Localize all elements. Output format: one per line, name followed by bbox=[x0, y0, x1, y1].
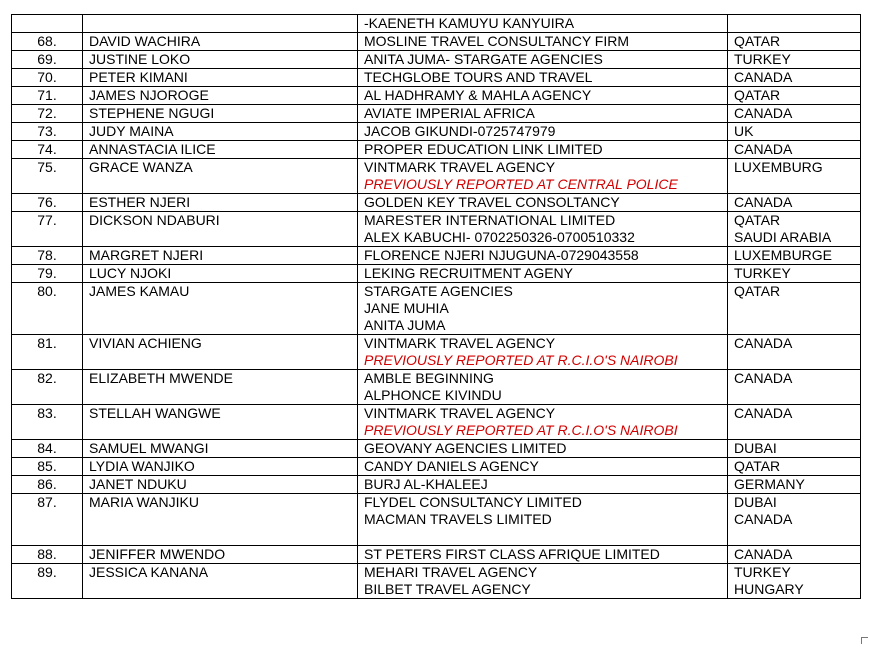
destination-country bbox=[728, 405, 861, 440]
row-number: 71. bbox=[12, 87, 83, 105]
agency-line: ALPHONCE KIVINDU bbox=[364, 387, 502, 403]
agency-cell bbox=[358, 405, 728, 440]
country-line: CANADA bbox=[734, 546, 793, 562]
agency-cell bbox=[358, 105, 728, 123]
agency-cell bbox=[358, 51, 728, 69]
destination-country bbox=[728, 33, 861, 51]
country-line: LUXEMBURG bbox=[734, 159, 823, 175]
table-row bbox=[12, 494, 861, 546]
agency-line: BILBET TRAVEL AGENCY bbox=[364, 581, 531, 597]
row-number: 74. bbox=[12, 141, 83, 159]
agency-cell bbox=[358, 33, 728, 51]
agency-line: FLORENCE NJERI NJUGUNA-0729043558 bbox=[364, 247, 639, 263]
table-row bbox=[12, 247, 861, 265]
country-line: CANADA bbox=[734, 511, 793, 527]
table-row bbox=[12, 283, 861, 335]
destination-country bbox=[728, 194, 861, 212]
row-number: 87. bbox=[12, 494, 83, 546]
row-number: 72. bbox=[12, 105, 83, 123]
destination-country bbox=[728, 141, 861, 159]
victim-name: JANET NDUKU bbox=[83, 476, 358, 494]
agency-cell bbox=[358, 194, 728, 212]
row-number: 86. bbox=[12, 476, 83, 494]
victim-name: ESTHER NJERI bbox=[83, 194, 358, 212]
previous-report-note: PREVIOUSLY REPORTED AT CENTRAL POLICE bbox=[364, 176, 678, 192]
agency-cell bbox=[358, 476, 728, 494]
agency-line: TECHGLOBE TOURS AND TRAVEL bbox=[364, 69, 593, 85]
victim-name: DICKSON NDABURI bbox=[83, 212, 358, 247]
agency-cell bbox=[358, 335, 728, 370]
agency-line bbox=[364, 528, 721, 545]
victim-name: JAMES KAMAU bbox=[83, 283, 358, 335]
row-number: 81. bbox=[12, 335, 83, 370]
agency-line: VINTMARK TRAVEL AGENCY bbox=[364, 335, 556, 351]
victim-name: VIVIAN ACHIENG bbox=[83, 335, 358, 370]
country-line: TURKEY bbox=[734, 564, 791, 580]
country-line: CANADA bbox=[734, 105, 793, 121]
agency-cell bbox=[358, 159, 728, 194]
row-number: 79. bbox=[12, 265, 83, 283]
agency-line: GEOVANY AGENCIES LIMITED bbox=[364, 440, 567, 456]
agency-line: MEHARI TRAVEL AGENCY bbox=[364, 564, 538, 580]
agency-cell bbox=[358, 212, 728, 247]
country-line: CANADA bbox=[734, 194, 793, 210]
row-number: 83. bbox=[12, 405, 83, 440]
table-row bbox=[12, 370, 861, 405]
country-line: CANADA bbox=[734, 370, 793, 386]
country-line: CANADA bbox=[734, 335, 793, 351]
victim-name bbox=[83, 15, 358, 33]
country-line: CANADA bbox=[734, 141, 793, 157]
victim-name: STELLAH WANGWE bbox=[83, 405, 358, 440]
agency-line: CANDY DANIELS AGENCY bbox=[364, 458, 539, 474]
table-row bbox=[12, 87, 861, 105]
agency-line: LEKING RECRUITMENT AGENY bbox=[364, 265, 574, 281]
victim-name: STEPHENE NGUGI bbox=[83, 105, 358, 123]
country-line: SAUDI ARABIA bbox=[734, 229, 832, 245]
table-row bbox=[12, 405, 861, 440]
page-corner-mark bbox=[861, 637, 868, 644]
agency-cell bbox=[358, 15, 728, 33]
agency-line: JACOB GIKUNDI-0725747979 bbox=[364, 123, 556, 139]
agency-line: MARESTER INTERNATIONAL LIMITED bbox=[364, 212, 616, 228]
table-row bbox=[12, 33, 861, 51]
agency-cell bbox=[358, 546, 728, 564]
destination-country bbox=[728, 335, 861, 370]
victim-name: JUSTINE LOKO bbox=[83, 51, 358, 69]
table-row bbox=[12, 265, 861, 283]
victim-name: ELIZABETH MWENDE bbox=[83, 370, 358, 405]
destination-country bbox=[728, 159, 861, 194]
victim-name: LYDIA WANJIKO bbox=[83, 458, 358, 476]
destination-country bbox=[728, 440, 861, 458]
row-number: 75. bbox=[12, 159, 83, 194]
destination-country bbox=[728, 265, 861, 283]
country-line: CANADA bbox=[734, 69, 793, 85]
agency-cell bbox=[358, 494, 728, 546]
victim-name: PETER KIMANI bbox=[83, 69, 358, 87]
table-row bbox=[12, 335, 861, 370]
victim-name: MARGRET NJERI bbox=[83, 247, 358, 265]
previous-report-note: PREVIOUSLY REPORTED AT R.C.I.O'S NAIROBI bbox=[364, 422, 678, 438]
agency-line: AL HADHRAMY & MAHLA AGENCY bbox=[364, 87, 592, 103]
agency-line: STARGATE AGENCIES bbox=[364, 283, 513, 299]
row-number: 73. bbox=[12, 123, 83, 141]
agency-line: MOSLINE TRAVEL CONSULTANCY FIRM bbox=[364, 33, 630, 49]
country-line: QATAR bbox=[734, 212, 781, 228]
agency-line: ALEX KABUCHI- 0702250326-0700510332 bbox=[364, 229, 635, 245]
agency-line: ANITA JUMA- STARGATE AGENCIES bbox=[364, 51, 603, 67]
table-row bbox=[12, 564, 861, 599]
table-row bbox=[12, 141, 861, 159]
victim-name: LUCY NJOKI bbox=[83, 265, 358, 283]
agency-line: PROPER EDUCATION LINK LIMITED bbox=[364, 141, 603, 157]
agency-line: -KAENETH KAMUYU KANYUIRA bbox=[364, 15, 575, 31]
destination-country bbox=[728, 51, 861, 69]
destination-country bbox=[728, 546, 861, 564]
agency-cell bbox=[358, 69, 728, 87]
table-row bbox=[12, 15, 861, 33]
agency-line: AVIATE IMPERIAL AFRICA bbox=[364, 105, 535, 121]
row-number: 70. bbox=[12, 69, 83, 87]
records-table-body bbox=[12, 15, 861, 599]
victim-name: MARIA WANJIKU bbox=[83, 494, 358, 546]
country-line: HUNGARY bbox=[734, 581, 804, 597]
destination-country bbox=[728, 123, 861, 141]
agency-cell bbox=[358, 141, 728, 159]
agency-cell bbox=[358, 247, 728, 265]
agency-line: ST PETERS FIRST CLASS AFRIQUE LIMITED bbox=[364, 546, 660, 562]
country-line: CANADA bbox=[734, 405, 793, 421]
country-line: QATAR bbox=[734, 33, 781, 49]
agency-line: AMBLE BEGINNING bbox=[364, 370, 494, 386]
row-number: 69. bbox=[12, 51, 83, 69]
table-row bbox=[12, 546, 861, 564]
agency-line: MACMAN TRAVELS LIMITED bbox=[364, 511, 552, 527]
destination-country bbox=[728, 476, 861, 494]
destination-country bbox=[728, 105, 861, 123]
country-line: TURKEY bbox=[734, 265, 791, 281]
destination-country bbox=[728, 69, 861, 87]
agency-cell bbox=[358, 440, 728, 458]
row-number: 84. bbox=[12, 440, 83, 458]
agency-cell bbox=[358, 265, 728, 283]
agency-cell bbox=[358, 370, 728, 405]
country-line: DUBAI bbox=[734, 494, 777, 510]
agency-line: ANITA JUMA bbox=[364, 317, 446, 333]
victim-name: JAMES NJOROGE bbox=[83, 87, 358, 105]
table-row bbox=[12, 476, 861, 494]
destination-country bbox=[728, 458, 861, 476]
row-number: 85. bbox=[12, 458, 83, 476]
country-line: GERMANY bbox=[734, 476, 805, 492]
destination-country bbox=[728, 283, 861, 335]
agency-cell bbox=[358, 564, 728, 599]
agency-line: JANE MUHIA bbox=[364, 300, 449, 316]
destination-country bbox=[728, 15, 861, 33]
records-table bbox=[11, 14, 861, 599]
country-line: QATAR bbox=[734, 283, 781, 299]
table-row bbox=[12, 69, 861, 87]
table-row bbox=[12, 458, 861, 476]
table-row bbox=[12, 105, 861, 123]
table-row bbox=[12, 123, 861, 141]
victim-name: GRACE WANZA bbox=[83, 159, 358, 194]
victim-name: SAMUEL MWANGI bbox=[83, 440, 358, 458]
row-number: 78. bbox=[12, 247, 83, 265]
agency-cell bbox=[358, 87, 728, 105]
victim-name: JUDY MAINA bbox=[83, 123, 358, 141]
table-row bbox=[12, 194, 861, 212]
row-number: 80. bbox=[12, 283, 83, 335]
destination-country bbox=[728, 494, 861, 546]
victim-name: JENIFFER MWENDO bbox=[83, 546, 358, 564]
agency-line: GOLDEN KEY TRAVEL CONSOLTANCY bbox=[364, 194, 620, 210]
row-number: 76. bbox=[12, 194, 83, 212]
victim-name: ANNASTACIA ILICE bbox=[83, 141, 358, 159]
destination-country bbox=[728, 247, 861, 265]
table-row bbox=[12, 51, 861, 69]
country-line: LUXEMBURGE bbox=[734, 247, 833, 263]
country-line: UK bbox=[734, 123, 754, 139]
destination-country bbox=[728, 87, 861, 105]
table-row bbox=[12, 212, 861, 247]
row-number: 89. bbox=[12, 564, 83, 599]
victim-name: DAVID WACHIRA bbox=[83, 33, 358, 51]
country-line: QATAR bbox=[734, 87, 781, 103]
country-line: TURKEY bbox=[734, 51, 791, 67]
table-row bbox=[12, 440, 861, 458]
agency-cell bbox=[358, 458, 728, 476]
agency-cell bbox=[358, 283, 728, 335]
agency-cell bbox=[358, 123, 728, 141]
row-number bbox=[12, 15, 83, 33]
destination-country bbox=[728, 564, 861, 599]
previous-report-note: PREVIOUSLY REPORTED AT R.C.I.O'S NAIROBI bbox=[364, 352, 678, 368]
row-number: 77. bbox=[12, 212, 83, 247]
country-line: QATAR bbox=[734, 458, 781, 474]
row-number: 82. bbox=[12, 370, 83, 405]
victim-name: JESSICA KANANA bbox=[83, 564, 358, 599]
agency-line: VINTMARK TRAVEL AGENCY bbox=[364, 405, 556, 421]
country-line: DUBAI bbox=[734, 440, 777, 456]
country-line bbox=[734, 15, 854, 32]
destination-country bbox=[728, 370, 861, 405]
row-number: 88. bbox=[12, 546, 83, 564]
agency-line: FLYDEL CONSULTANCY LIMITED bbox=[364, 494, 582, 510]
row-number: 68. bbox=[12, 33, 83, 51]
destination-country bbox=[728, 212, 861, 247]
agency-line: VINTMARK TRAVEL AGENCY bbox=[364, 159, 556, 175]
agency-line: BURJ AL-KHALEEJ bbox=[364, 476, 488, 492]
table-row bbox=[12, 159, 861, 194]
